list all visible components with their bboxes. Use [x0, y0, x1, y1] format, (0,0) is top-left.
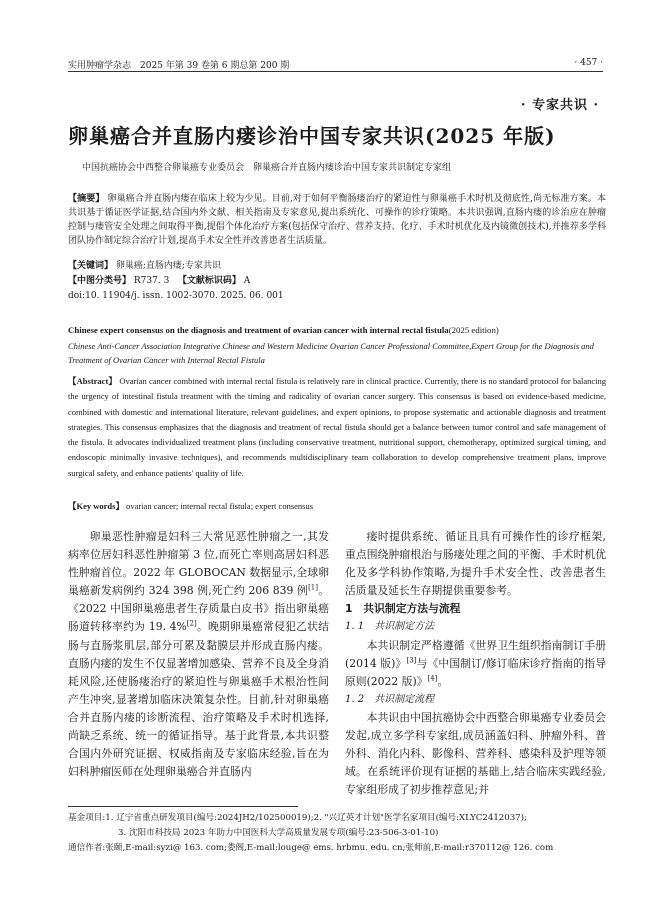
funding-line-1: 基金项目:1. 辽宁省重点研发项目(编号:2024JH2/102500019);2. "兴辽英才计划"医学名家项目(编号:XLYC2412037);	[68, 813, 527, 823]
intro-continuation: 瘘时提供系统、循证且具有可操作性的诊疗框架,重点围绕肿瘤根治与肠瘘处理之间的平衡、手术时机优化及多学科协作策略,为提升手术安全性、改善患者生活质量及延长生存期提供重要参考。	[345, 530, 606, 598]
abstract-cn	[68, 192, 606, 248]
clc-value: R737. 3	[133, 276, 170, 286]
method-text-c: 。	[437, 674, 449, 688]
page-number: · 457 ·	[574, 58, 603, 68]
intro-text-c: 。晚期卵巢癌常侵犯乙状结肠与直肠浆肌层,部分可累及黏膜层并形成直肠内瘘。直肠内瘘的发生不仅显著增加感染、营养不良及全身消耗风险,还使肠瘘治疗的紧迫性与卵巢癌手术根治性间产生冲突,显著增加临床决策复杂性。目前,针对卵巢癌合并直肠内瘘的诊断流程、治疗策略及手术时机选择,尚缺乏系统、统一的循证指导。基于此背景,本共识整合国内外研究证据、权威指南及专家临床经验,旨在为妇科肿瘤医师在处理卵巢癌合并直肠内	[68, 620, 330, 779]
correspondence: 通信作者:张颐,E-mail:syzi@ 163. com;娄阁,E-mail:louge@ ems. hrbmu. edu. cn;张师前,E-mail:r370112@ 126. com	[68, 843, 554, 853]
english-keywords	[68, 500, 606, 512]
english-authors: Chinese Anti-Cancer Association Integrative Chinese and Western Medicine Ovarian Cancer Professional Committee,Expert Group for the Diagnosis and Treatment of Ovarian Cancer with Internal Rectal Fistula	[68, 341, 594, 365]
funding-line-2: 3. 沈阳市科技局 2023 年助力中国医科大学高质量发展专项(编号:23-506-3-01-10)	[118, 828, 439, 838]
intro-text-a: 卵巢恶性肿瘤是妇科三大常见恶性肿瘤之一,其发病率位居妇科恶性肿瘤第 3 位,而死亡率则高居妇科恶性肿瘤首位。2022 年 GLOBOCAN 数据显示,全球卵巢癌新发病例约 324 398 例,死亡约 206 839 例	[68, 530, 329, 598]
citation-2[interactable]: [2]	[186, 619, 197, 628]
doc-code-value: A	[243, 276, 251, 286]
english-title-year: (2025 edition)	[448, 325, 499, 335]
intro-text-b: 。《2022 中国卵巢癌患者生存质量白皮书》指出卵巢癌肠道转移率约为 19. 4%	[68, 584, 329, 634]
section-heading-1: 1 共识制定方法与流程	[345, 602, 461, 616]
footnotes	[68, 811, 613, 856]
citation-4[interactable]: [4]	[427, 674, 438, 683]
subsection-heading-1-2: 1. 2 共识制定流程	[345, 693, 435, 705]
body-column-right	[345, 528, 606, 799]
english-title	[68, 325, 613, 335]
clc-label: 【中图分类号】	[68, 276, 132, 286]
english-abstract-text: Ovarian cancer combined with internal rectal fistula is relatively rare in clinical practice. Currently, there is no standard protocol for balancing the urgency of intestinal fistula treatment with the timing and radicality of ovarian cancer surgery. This consensus is based on evidence-based medicine, combined with domestic and international literature, relevant guidelines, and expert opinions, to propose systematic and actionable diagnosis and treatment strategies. This consensus emphasizes that the diagnosis and treatment of rectal fistula should get a balance between tumor control and safe management of the fistula. It advocates individualized treatment plans (including conservative treatment, nutritional support, chemotherapy, optimized surgical timing, and endoscopic minimally invasive techniques), and recommends multidisciplinary team collaboration to develop comprehensive treatment plans, improve surgical safety, and enhance patients' quality of life.	[68, 376, 607, 478]
subsection-heading-1-1: 1. 1 共识制定方法	[345, 621, 435, 633]
english-keywords-label: 【Key words】	[68, 501, 124, 511]
method-text-a: 本共识制定严格遵循《世界卫生组织指南制订手册(2014 版)》	[345, 638, 606, 670]
method-paragraph	[345, 637, 606, 691]
abstract-cn-text: 卵巢癌合并直肠内瘘在临床上较为少见。目前,对于如何平衡肠瘘治疗的紧迫性与卵巢癌手术时机及彻底性,尚无标准方案。本共识基于循证医学证据,结合国内外文献、相关指南及专家意见,提出系统化、可操作的诊疗策略。本共识强调,直肠内瘘的诊治应在肿瘤控制与瘘管安全处理之间取得平衡,提倡个体化治疗方案(包括保守治疗、营养支持、化疗、手术时机优化及内镜微创技术),并推荐多学科团队协作制定综合治疗计划,提高手术安全性并改善患者生活质量。	[68, 194, 606, 246]
keywords-cn-label: 【关键词】	[68, 261, 114, 271]
keywords-cn	[68, 260, 606, 273]
method-text-b: 与《中国制订/修订临床诊疗指南的指导原则(2022 版)》	[345, 656, 606, 688]
footnote-divider	[68, 806, 298, 807]
column-tag: · 专家共识 ·	[520, 98, 599, 113]
english-title-text: Chinese expert consensus on the diagnosis and treatment of ovarian cancer with internal rectal fistula	[68, 325, 449, 335]
doc-code-label: 【文献标识码】	[177, 276, 241, 286]
english-abstract-label: 【Abstract】	[68, 376, 118, 386]
intro-paragraph	[68, 528, 329, 781]
process-paragraph: 本共识由中国抗癌协会中西整合卵巢癌专业委员会发起,成立多学科专家组,成员涵盖妇科、肿瘤外科、普外科、消化内科、影像科、营养科、感染科及护理等领域。在系统评价现有证据的基础上,结合临床实践经验,专家组形成了初步推荐意见;并	[345, 710, 606, 797]
doi[interactable]: doi:10. 11904/j. issn. 1002-3070. 2025. 06. 001	[68, 291, 284, 301]
citation-3[interactable]: [3]	[406, 656, 417, 665]
page-title: 卵巢癌合并直肠内瘘诊治中国专家共识(2025 年版)	[68, 124, 556, 148]
authors: 中国抗癌协会中西整合卵巢癌专业委员会 卵巢癌合并直肠内瘘诊治中国专家共识制定专家组	[82, 162, 452, 172]
running-head	[68, 56, 603, 72]
keywords-cn-text: 卵巢癌;直肠内瘘;专家共识	[115, 261, 221, 271]
english-keywords-text: ovarian cancer; internal rectal fistula; expert consensus	[126, 501, 314, 511]
abstract-cn-label: 【摘要】	[68, 194, 105, 204]
classification-row	[68, 275, 250, 288]
journal-issue: 实用肿瘤学杂志 2025 年第 39 卷第 6 期总第 200 期	[68, 61, 290, 71]
citation-1[interactable]: [1]	[308, 583, 318, 592]
english-abstract	[68, 374, 606, 481]
body-column-left	[68, 528, 329, 781]
